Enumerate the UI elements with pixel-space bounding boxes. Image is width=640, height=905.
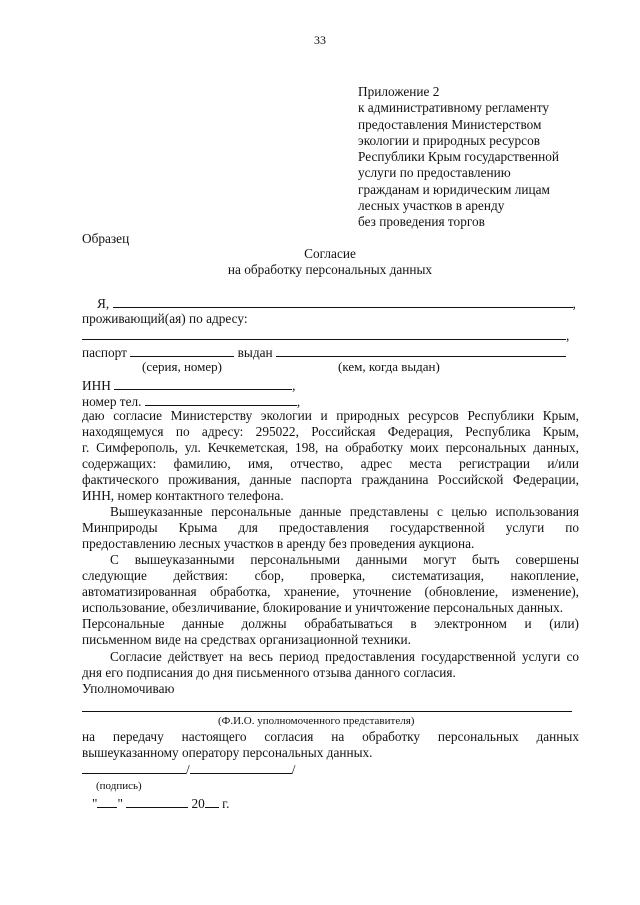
signature-decode-field[interactable] — [190, 760, 292, 774]
actions-line: автоматизированная обработка, хранение, уточнение (обновление, изменение), — [82, 584, 579, 599]
processing-line: письменном виде на средствах организационной техники. — [82, 632, 411, 647]
appendix-line: гражданам и юридическим лицам — [358, 181, 550, 197]
appendix-line: предоставления Министерством — [358, 116, 542, 132]
validity-line: Согласие действует на весь период предоставления государственной услуги со — [110, 649, 579, 664]
quote-close: " — [117, 796, 123, 811]
inn-label: ИНН — [82, 378, 111, 393]
full-name-field[interactable] — [113, 294, 573, 308]
residing-label: проживающий(ая) по адресу: — [82, 311, 248, 326]
ya-label: Я, — [97, 296, 110, 311]
comma: , — [292, 378, 296, 393]
purpose-line: Вышеуказанные персональные данные представлены с целью использования — [110, 504, 579, 519]
phone-label: номер тел. — [82, 394, 142, 409]
passport-number-field[interactable] — [130, 343, 234, 357]
appendix-line: без проведения торгов — [358, 214, 485, 230]
name-field-row — [97, 294, 576, 312]
comma: , — [572, 296, 576, 311]
appendix-line: к административному регламенту — [358, 100, 549, 116]
actions-line: С вышеуказанными персональными данными могут быть совершены — [110, 552, 579, 567]
sample-label: Образец — [82, 231, 130, 246]
consent-line: г. Симферополь, ул. Кечкеметская, 198, на обработку моих персональных данных, — [82, 440, 579, 455]
purpose-line: предоставлению лесных участков в аренду без проведения аукциона. — [82, 536, 475, 551]
address-field[interactable] — [82, 326, 566, 340]
appendix-block — [358, 84, 559, 231]
authorize-label: Уполномочиваю — [82, 681, 175, 696]
quote-open: " — [92, 796, 98, 811]
year-prefix: 20 — [191, 796, 205, 811]
passport-label: паспорт — [82, 345, 127, 360]
date-row — [92, 794, 229, 812]
appendix-line: Приложение 2 — [358, 84, 440, 99]
appendix-line: Республики Крым государственной — [358, 149, 559, 165]
year-field[interactable] — [205, 794, 219, 808]
passport-issued-field[interactable] — [276, 343, 566, 357]
consent-line: ИНН, номер контактного телефона. — [82, 488, 284, 503]
appendix-line: экологии и природных ресурсов — [358, 132, 541, 148]
slash: / — [291, 762, 296, 777]
day-field[interactable] — [97, 794, 117, 808]
signature-hint: (подпись) — [96, 780, 142, 792]
comma: , — [296, 394, 301, 409]
consent-line: даю согласие Министерству экологии и природных ресурсов Республики Крым, — [82, 408, 579, 423]
actions-line: использование, обезличивание, блокирование и уничтожение персональных данных. — [82, 600, 564, 615]
phone-field[interactable] — [145, 392, 297, 406]
month-field[interactable] — [126, 794, 188, 808]
purpose-line: Минприроды Крыма для предоставления государственной услуги по — [82, 520, 579, 535]
comma: , — [566, 328, 570, 343]
inn-field[interactable] — [114, 376, 292, 390]
issued-label: выдан — [237, 345, 273, 360]
processing-line: Персональные данные должны обрабатываться в электронном и (или) — [82, 616, 579, 631]
transfer-line: вышеуказанному оператору персональных данных. — [82, 745, 373, 760]
document-subtitle: на обработку персональных данных — [227, 262, 433, 277]
consent-line: находящемуся по адресу: 295022, Российская Федерация, Республика Крым, — [82, 424, 579, 439]
appendix-line: лесных участков в аренду — [358, 198, 505, 214]
series-hint: (серия, номер) — [142, 359, 222, 374]
address-field-row — [82, 326, 569, 344]
representative-name-field[interactable] — [82, 698, 572, 712]
consent-line: содержащих: фамилию, имя, отчество, адрес места регистрации и/или — [82, 456, 579, 471]
appendix-line: услуги по предоставлению — [358, 165, 511, 181]
page-number: 33 — [314, 33, 326, 47]
transfer-line: на передачу настоящего согласия на обработку персональных данных — [82, 729, 579, 744]
actions-line: следующие действия: сбор, проверка, систематизация, накопление, — [82, 568, 579, 583]
consent-line: фактического проживания, данные паспорта гражданина Российской Федерации, — [82, 472, 579, 487]
representative-hint: (Ф.И.О. уполномоченного представителя) — [218, 715, 415, 727]
signature-row — [82, 760, 295, 778]
issued-hint: (кем, когда выдан) — [338, 359, 440, 374]
signature-field[interactable] — [82, 760, 186, 774]
validity-line: дня его подписания до дня письменного отзыва данного согласия. — [82, 665, 456, 680]
slash: / — [186, 762, 190, 777]
document-title: Согласие — [304, 246, 356, 261]
year-suffix: г. — [222, 796, 230, 811]
